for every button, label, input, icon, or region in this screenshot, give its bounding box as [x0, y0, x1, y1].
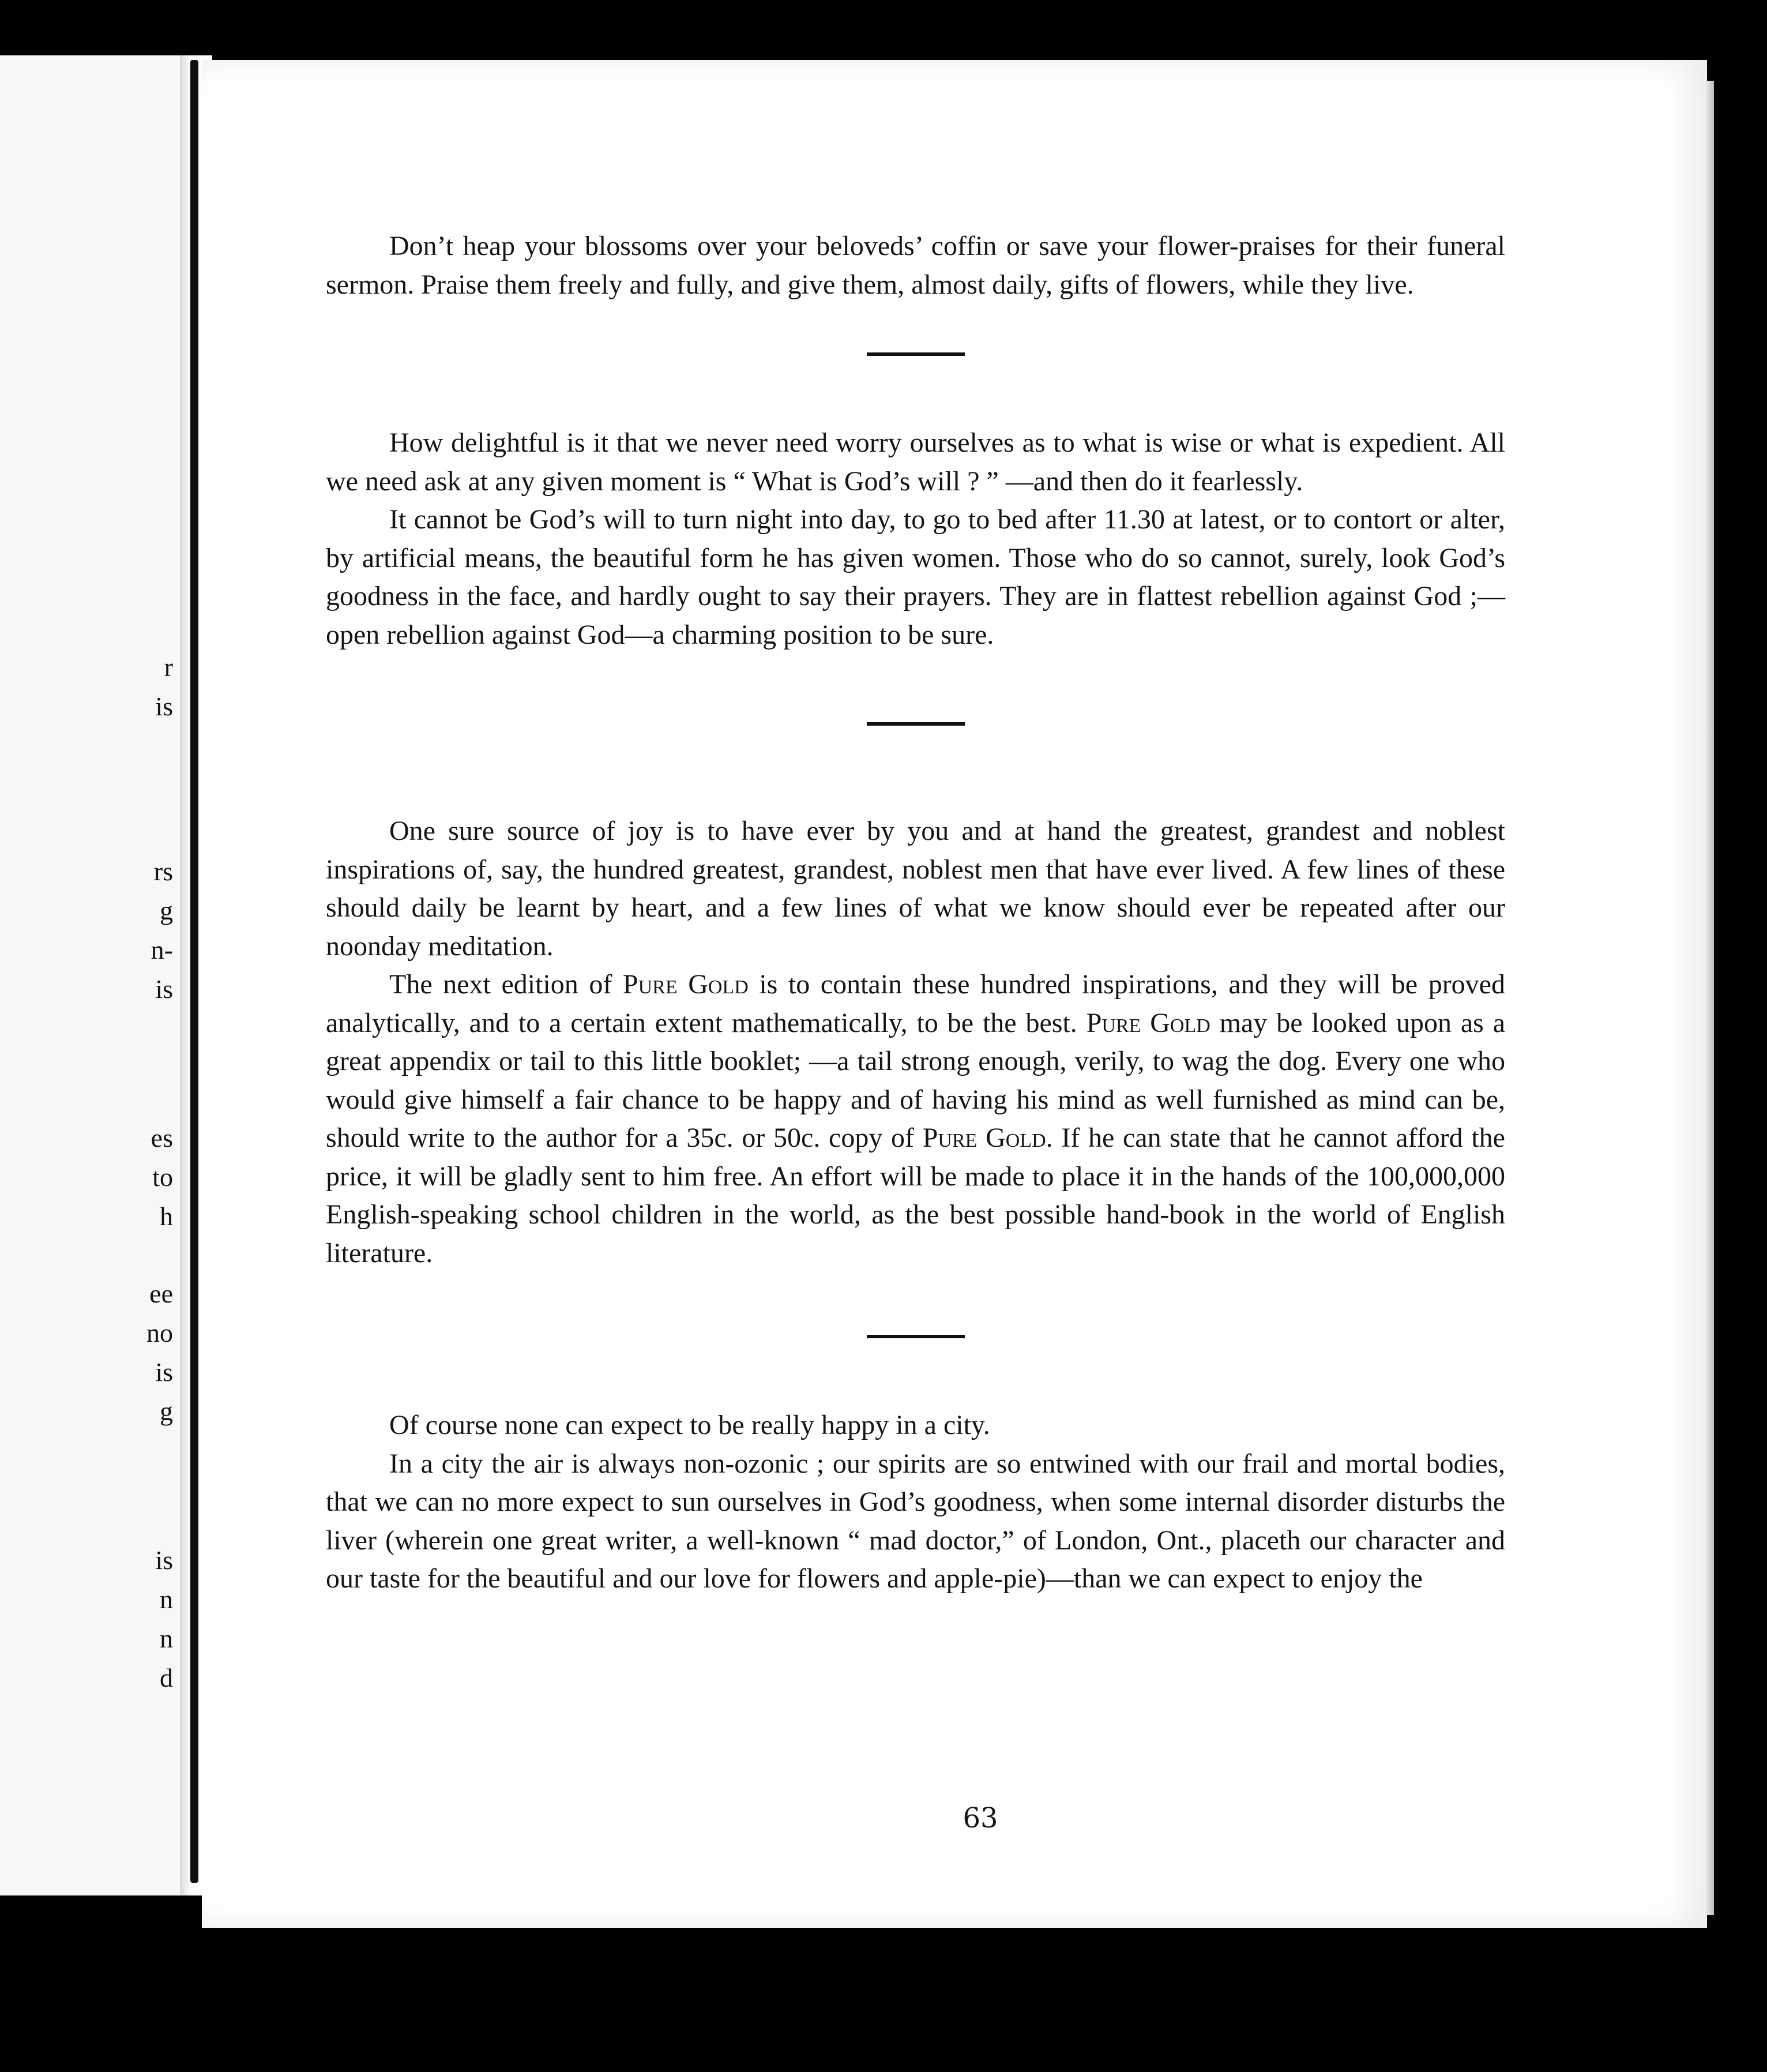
paragraph: In a city the air is always non-ozonic ; our spirits are so entwined with our frail and mortal bodies, that we can no more expect to sun ourselves in God’s goodness, when some internal disorder disturbs the liver (wherein one great writer, a well-known “ mad doctor,” of London, Ont., placeth our character and our taste for the beautiful and our love for flowers and apple-pie)—than we can expect to enjoy the [326, 1448, 1505, 1594]
left-page-fragment: is [155, 1357, 173, 1387]
paragraph: It cannot be God’s will to turn night into day, to go to bed after 11.30 at latest, or to contort or alter, by artificial means, the beautiful form he has given women. Those who do so cannot, surely, look God’s goodness in the face, and hardly ought to say their prayers. They are in flattest rebellion against God ;—open rebellion against God—a charming position to be sure. [326, 504, 1505, 650]
paragraph-text: . If he can state that he cannot afford the price, it will be gladly sent to him free. An effort will be made to place it in the hands of the 100,000,000 English-speaking school children in the world, as the best possible hand-book in the world of English literature. [326, 1123, 1505, 1268]
section-city [326, 1406, 1505, 1598]
paragraph: Of course none can expect to be really happy in a city. [389, 1410, 990, 1440]
binding-edge [190, 60, 198, 1883]
section-gods-will [326, 424, 1505, 654]
paragraph [326, 966, 1505, 1273]
left-page-fragment: g [160, 896, 173, 925]
left-page-fragment: ee [149, 1279, 173, 1308]
paragraph: One sure source of joy is to have ever by you and at hand the greatest, grandest and noblest inspirations of, say, the hundred greatest, grandest, noblest men that have ever lived. A few lines of these should daily be learnt by heart, and a few lines of what we know should ever be repeated after our noonday meditation. [326, 816, 1505, 962]
section-divider [867, 352, 965, 356]
left-page-fragment: is [155, 692, 173, 721]
paragraph-text: The next edition of [389, 969, 623, 1000]
section-divider [867, 722, 965, 726]
left-page-fragment: rs [153, 857, 173, 886]
paragraph-text: is to contain these hundred inspirations, and they will be proved analytically, and to a certain extent mathematically, to be the best. [326, 969, 1505, 1038]
left-page-fragment: es [151, 1123, 173, 1153]
left-page-fragment: h [160, 1202, 173, 1231]
section-divider [867, 1335, 965, 1338]
left-page-fragment: to [152, 1162, 173, 1192]
left-page-fragment: n- [151, 935, 173, 964]
book-title: Pure Gold [1086, 1007, 1210, 1038]
left-page-margin [0, 55, 180, 1895]
left-page-fragment: g [160, 1397, 173, 1426]
page-number: 63 [963, 1802, 998, 1834]
section-flowers [326, 227, 1505, 304]
paragraph: Don’t heap your blossoms over your beloveds’ coffin or save your flower-praises for their funeral sermon. Praise them freely and fully, and give them, almost daily, gifts of flowers, while they live. [326, 231, 1505, 300]
book-title: Pure Gold [622, 969, 749, 1000]
book-page [202, 60, 1707, 1928]
left-page-fragment: n [160, 1585, 173, 1614]
paragraph: How delightful is it that we never need worry ourselves as to what is wise or what is expedient. All we need ask at any given moment is “ What is God’s will ? ” —and then do it fearlessly. [326, 427, 1505, 497]
section-pure-gold [326, 812, 1505, 1273]
left-page-fragment: is [155, 974, 173, 1004]
left-page-fragment: r [164, 652, 173, 682]
page-edge [1706, 81, 1714, 1915]
left-page-fragment: is [155, 1545, 173, 1575]
left-page-fragment: d [160, 1663, 173, 1692]
left-page-fragment: no [146, 1318, 173, 1347]
left-page-fragment: n [160, 1624, 173, 1653]
page-body [326, 227, 1505, 1598]
paragraph-text: may be looked upon as a great appendix or tail to this little booklet; —a tail strong enough, verily, to wag the dog. Every one who would give himself a fair chance to be happy and of having his mind as well furnished as mind can be, should write to the author for a 35c. or 50c. copy of [326, 1007, 1506, 1153]
book-title: Pure Gold [922, 1123, 1046, 1153]
